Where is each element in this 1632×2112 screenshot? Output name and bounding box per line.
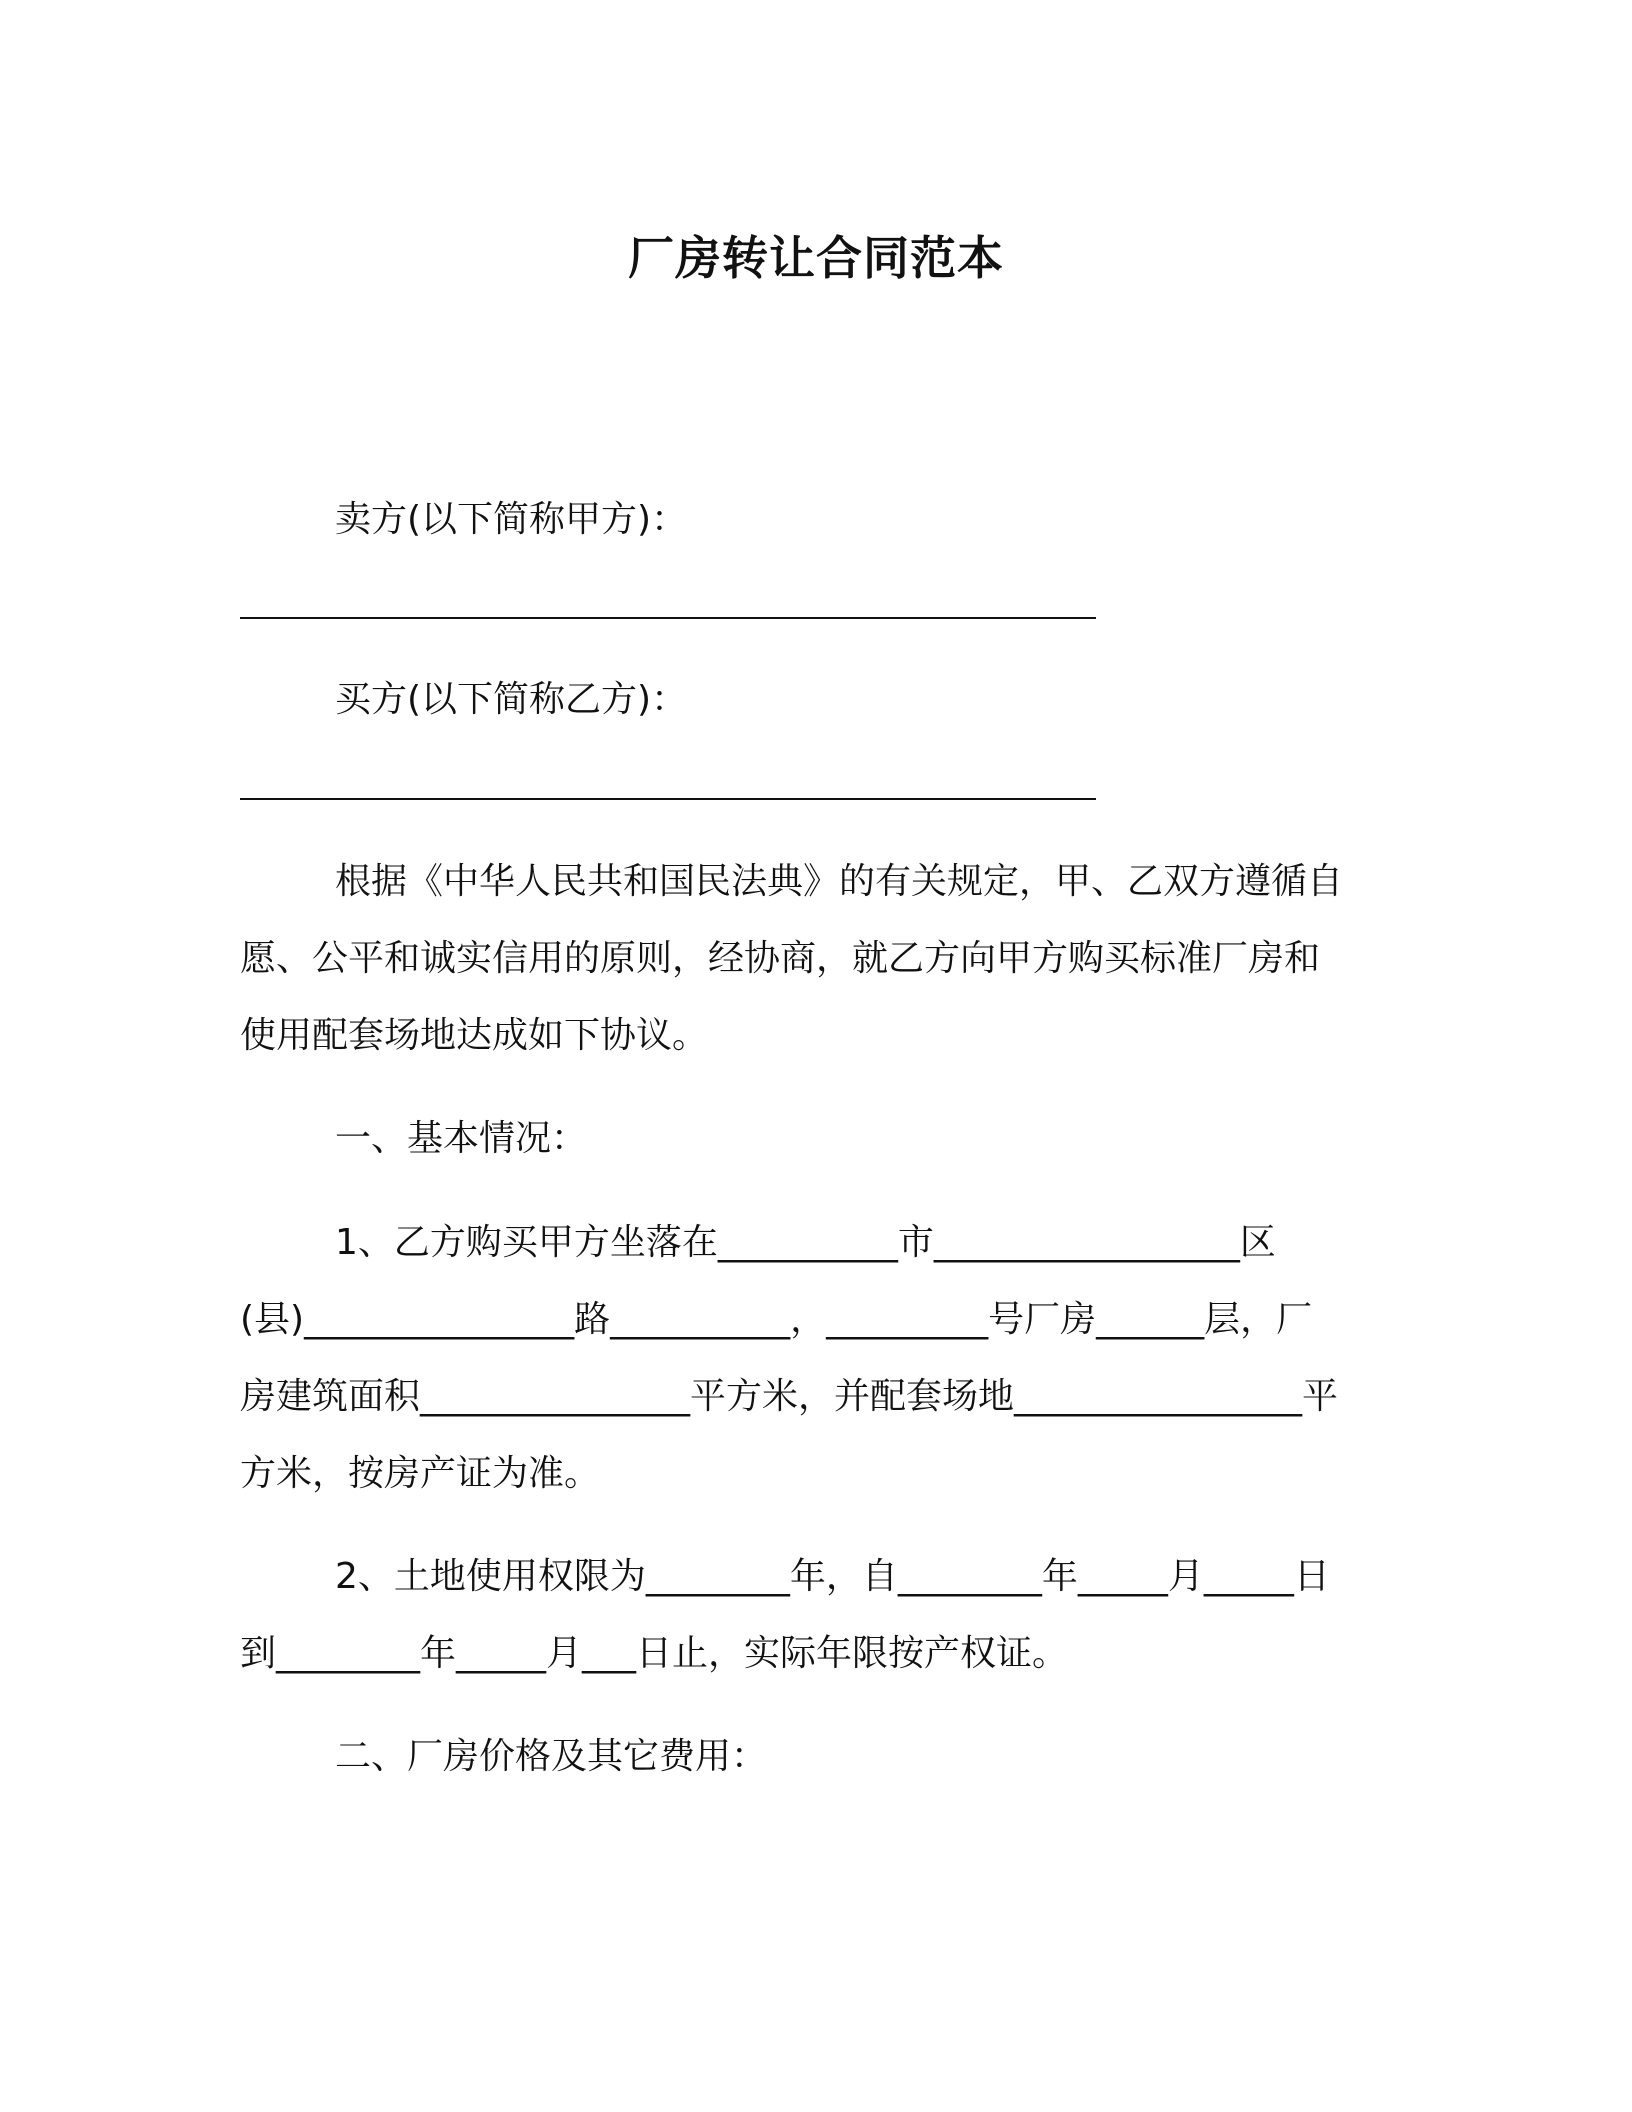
seller-blank-line	[240, 617, 1096, 619]
seller-label: 卖方(以下简称甲方)：	[335, 499, 688, 540]
item-2-line-1: 2、土地使用权限为________年，自________年_____月_____日	[335, 1556, 1330, 1597]
item-1-line-2: (县)_______________路__________，_________号厂房______层，厂	[240, 1299, 1313, 1340]
buyer-label: 买方(以下简称乙方)：	[335, 679, 688, 720]
item-1-line-1: 1、乙方购买甲方坐落在__________市_________________区	[335, 1222, 1276, 1263]
document-title: 厂房转让合同范本	[628, 231, 1004, 285]
section-2-heading: 二、厂房价格及其它费用：	[335, 1736, 768, 1777]
section-1-heading: 一、基本情况：	[335, 1118, 588, 1159]
item-1-line-4: 方米，按房产证为准。	[240, 1453, 601, 1494]
item-2-line-2: 到________年_____月___日止，实际年限按产权证。	[240, 1633, 1069, 1674]
intro-paragraph-line-3: 使用配套场地达成如下协议。	[240, 1015, 709, 1056]
buyer-blank-line	[240, 798, 1096, 800]
intro-paragraph-line-2: 愿、公平和诚实信用的原则，经协商，就乙方向甲方购买标准厂房和	[240, 938, 1321, 979]
item-1-line-3: 房建筑面积_______________平方米，并配套场地________________平	[240, 1376, 1339, 1417]
intro-paragraph-line-1: 根据《中华人民共和国民法典》的有关规定，甲、乙双方遵循自	[335, 861, 1344, 902]
